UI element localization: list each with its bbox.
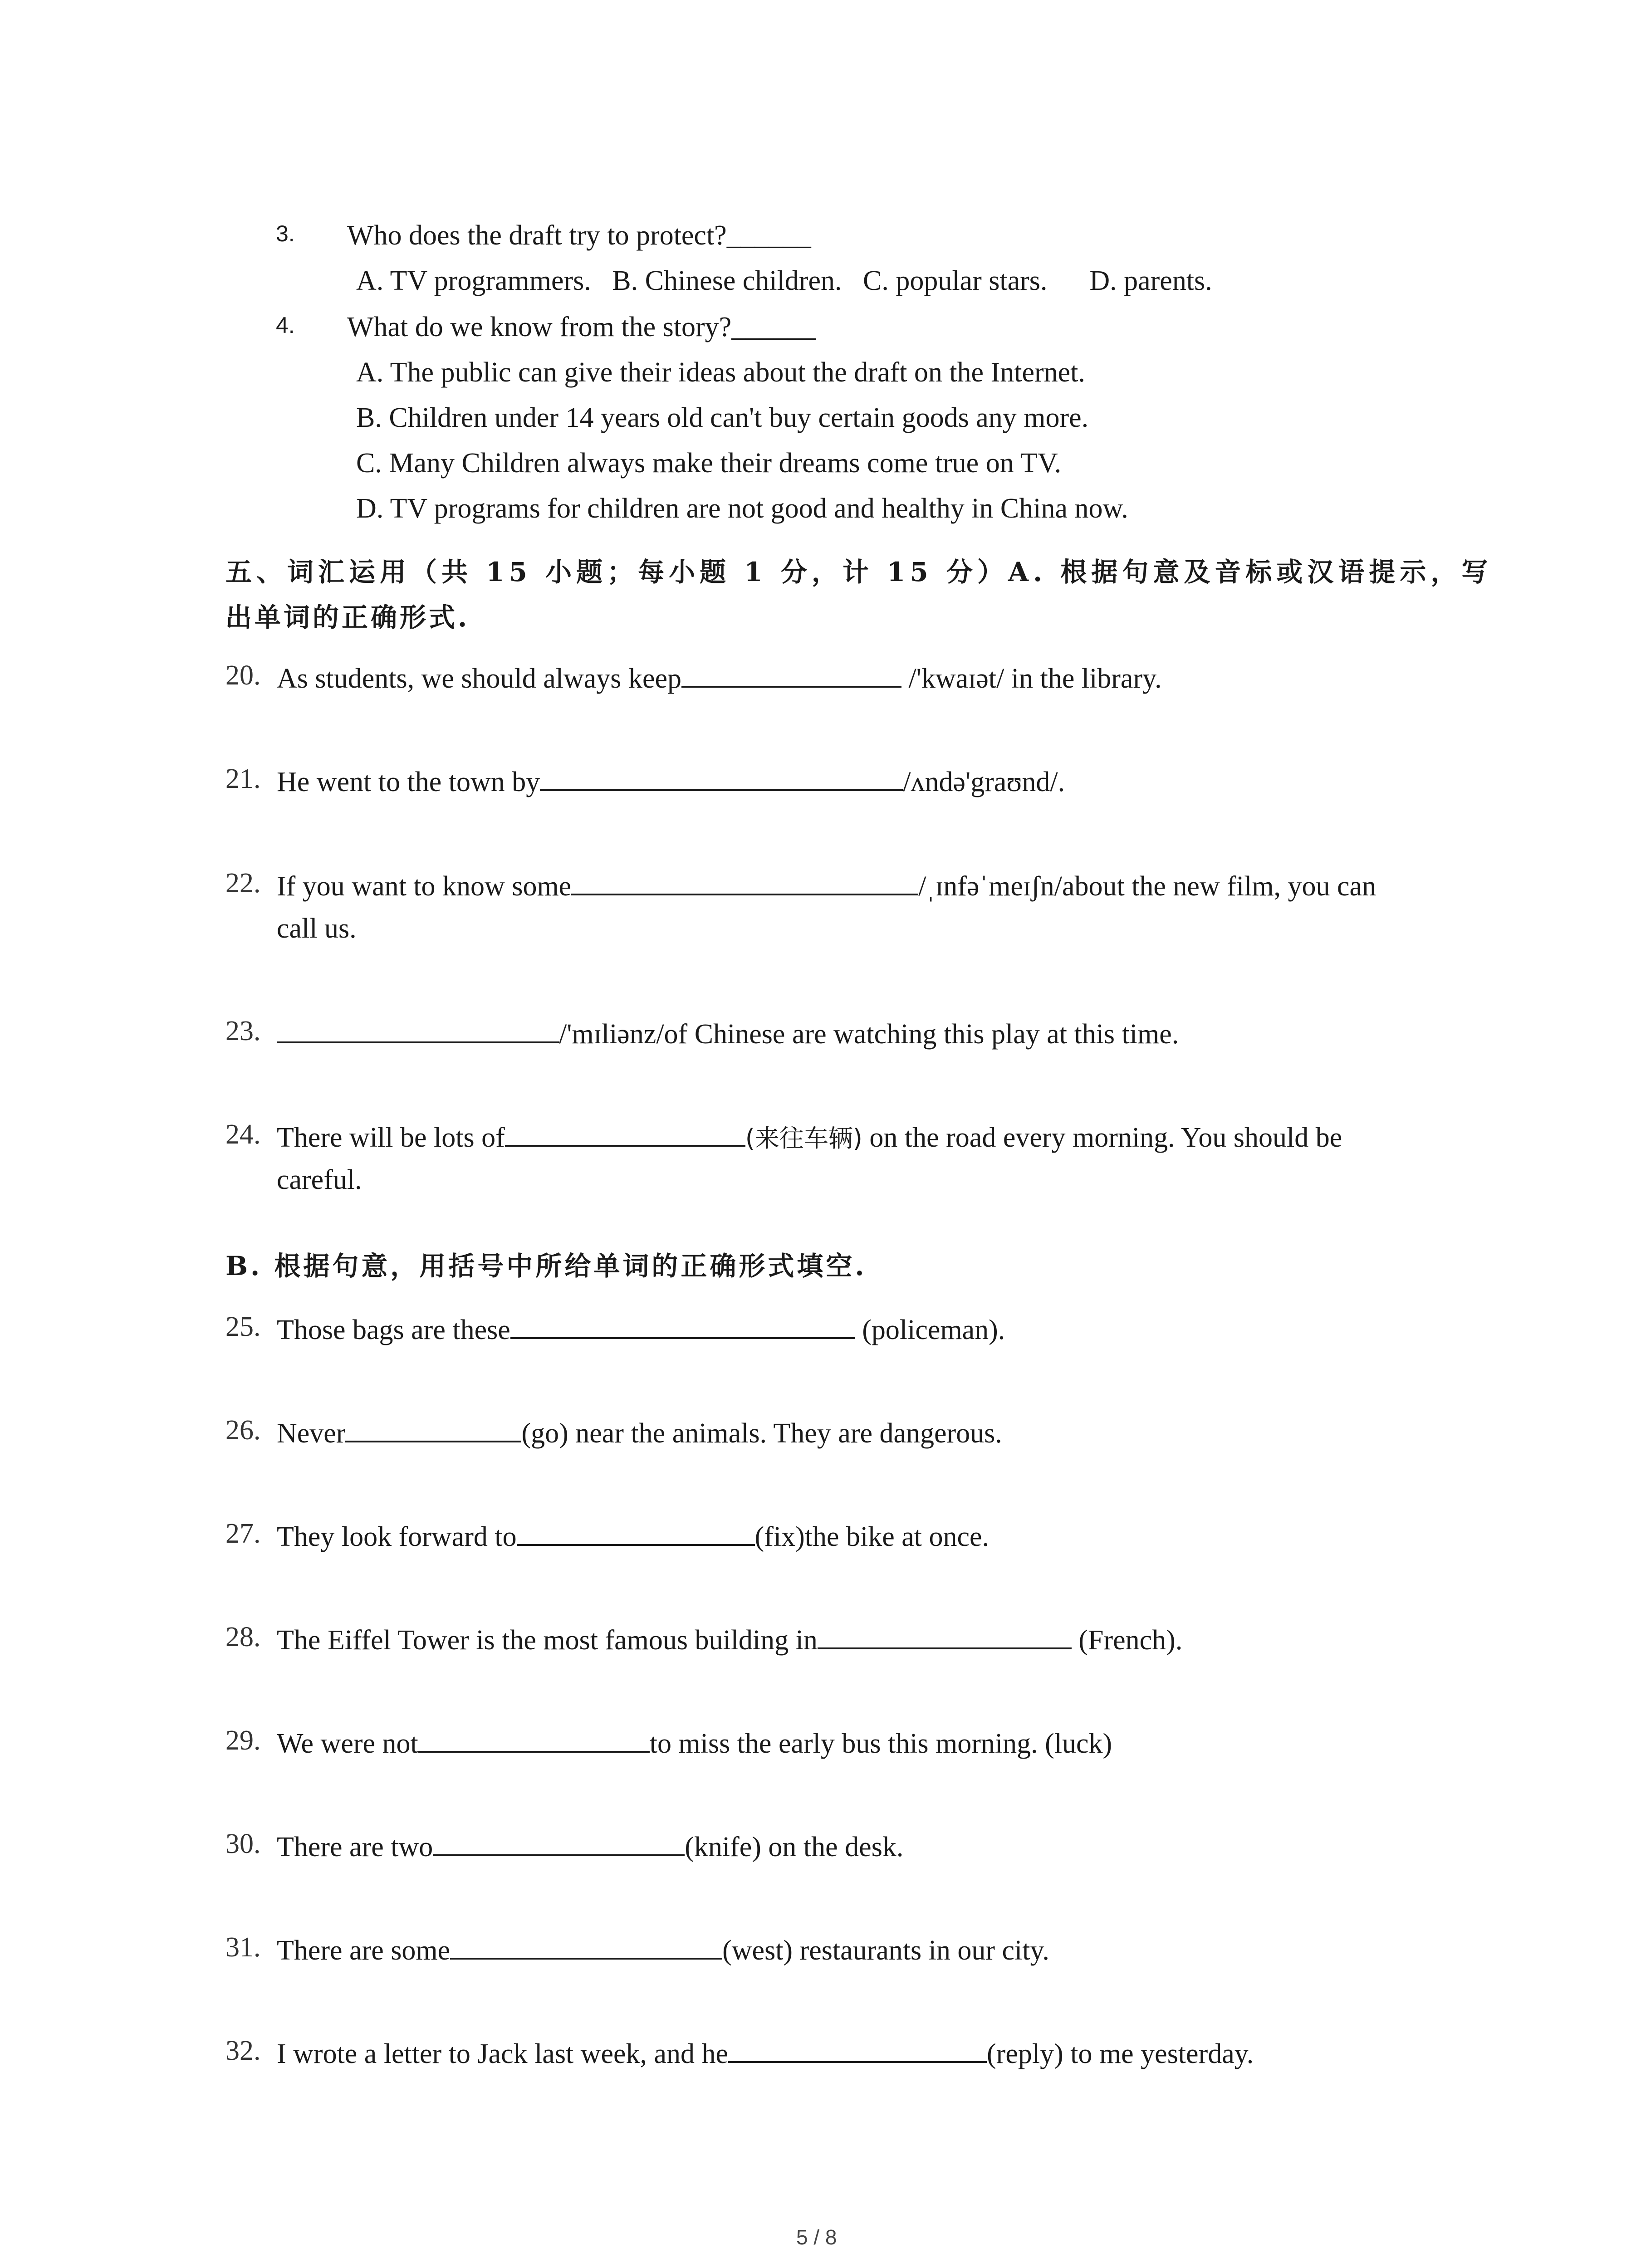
item-text: They look forward to (277, 1521, 517, 1552)
answer-blank[interactable] (277, 1017, 559, 1043)
item-text: The Eiffel Tower is the most famous building in (277, 1625, 818, 1656)
page-number: 5 / 8 (796, 2225, 837, 2249)
item-number: 25. (225, 1311, 261, 1342)
item-number: 31. (225, 1932, 261, 1963)
answer-blank[interactable] (450, 1933, 722, 1960)
item-text: /'mɪliənz/of Chinese are watching this play at this time. (559, 1019, 1179, 1050)
fill-item (277, 1623, 1182, 1654)
item-text: to miss the early bus this morning. (luck) (649, 1728, 1112, 1759)
item-number: 23. (225, 1016, 261, 1046)
item-text: on the road every morning. You should be (862, 1122, 1342, 1153)
item-number: 26. (225, 1415, 261, 1446)
item-text: (knife) on the desk. (685, 1832, 904, 1862)
option-c: C. Many Children always make their dreams come true on TV. (356, 448, 1062, 479)
option-b: B. Children under 14 years old can't buy certain goods any more. (356, 402, 1089, 433)
item-number: 28. (225, 1622, 261, 1652)
item-text: /ˌɪnfəˈmeɪʃn/about the new film, you can (918, 871, 1376, 902)
answer-blank[interactable] (728, 2037, 987, 2063)
answer-blank[interactable] (418, 1726, 650, 1753)
item-text: /'kwaɪət/ in the library. (901, 663, 1162, 694)
section-heading-cont: 出单词的正确形式. (225, 602, 470, 633)
item-text: (reply) to me yesterday. (987, 2038, 1254, 2069)
item-number: 21. (225, 763, 261, 794)
item-text: We were not (277, 1728, 418, 1759)
part-b-heading: B. 根据句意，用括号中所给单词的正确形式填空. (225, 1251, 867, 1281)
question-options: A. TV programmers. B. Chinese children. C. popular stars. D. parents. (356, 265, 1212, 296)
fill-item (277, 869, 1376, 900)
item-number: 20. (225, 660, 261, 691)
answer-blank[interactable] (571, 869, 918, 895)
fill-item (277, 661, 1162, 693)
item-text: (policeman). (855, 1315, 1005, 1345)
item-number: 22. (225, 868, 261, 899)
answer-blank[interactable] (517, 1520, 755, 1546)
answer-blank[interactable] (510, 1313, 855, 1339)
fill-item (277, 1520, 989, 1551)
question-number: 4. (276, 313, 295, 338)
item-number: 30. (225, 1828, 261, 1859)
answer-blank[interactable] (505, 1120, 745, 1147)
fill-item (277, 1933, 1049, 1965)
item-text: There will be lots of (277, 1122, 505, 1153)
item-number: 24. (225, 1119, 261, 1150)
item-text: (fix)the bike at once. (754, 1521, 989, 1552)
item-text-cont: careful. (277, 1164, 362, 1195)
answer-blank[interactable] (433, 1830, 685, 1856)
answer-blank[interactable] (345, 1416, 521, 1442)
item-text: Never (277, 1418, 346, 1449)
answer-blank[interactable] (540, 765, 903, 791)
section-heading: 五、词汇运用（共 15 小题；每小题 1 分，计 15 分）A. 根据句意及音标或汉语提示，写 (225, 557, 1493, 587)
fill-item (277, 1726, 1112, 1758)
answer-blank[interactable] (681, 661, 901, 688)
item-text-cont: call us. (277, 913, 357, 944)
fill-item (277, 1017, 1179, 1048)
item-text: If you want to know some (277, 871, 572, 902)
item-number: 32. (225, 2035, 261, 2066)
fill-item (277, 2037, 1254, 2068)
item-text: There are some (277, 1935, 451, 1966)
question-stem: What do we know from the story?______ (347, 312, 816, 342)
fill-item (277, 1416, 1002, 1447)
item-number: 27. (225, 1518, 261, 1549)
item-text: He went to the town by (277, 767, 540, 797)
item-text: /ʌndə'graʊnd/. (903, 767, 1065, 797)
option-a: A. The public can give their ideas about the draft on the Internet. (356, 357, 1085, 388)
fill-item (277, 765, 1065, 796)
item-number: 29. (225, 1725, 261, 1756)
item-text: There are two (277, 1832, 433, 1862)
item-text: As students, we should always keep (277, 663, 681, 694)
answer-blank[interactable] (818, 1623, 1072, 1649)
question-number: 3. (276, 221, 295, 246)
fill-item (277, 1313, 1005, 1344)
fill-item (277, 1830, 903, 1861)
item-text: Those bags are these (277, 1315, 510, 1345)
item-text: (go) near the animals. They are dangerous. (521, 1418, 1002, 1449)
question-stem: Who does the draft try to protect?______ (347, 220, 811, 251)
item-text: I wrote a letter to Jack last week, and he (277, 2038, 729, 2069)
option-d: D. TV programs for children are not good and healthy in China now. (356, 493, 1128, 524)
item-text: (French). (1071, 1625, 1183, 1656)
item-text: (west) restaurants in our city. (722, 1935, 1049, 1966)
fill-item (277, 1120, 1342, 1152)
chinese-hint: (来往车辆) (745, 1124, 862, 1153)
